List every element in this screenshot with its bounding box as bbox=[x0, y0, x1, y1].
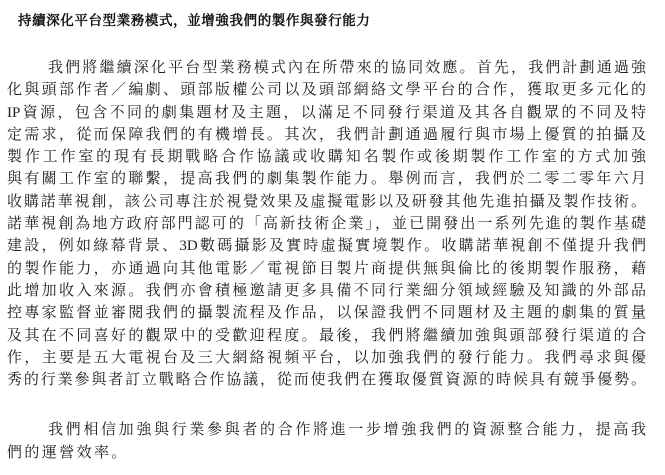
text-line: 秀的行業參與者訂立戰略合作協議，從而使我們在獲取優質資源的時候具有競爭優勢。 bbox=[7, 372, 646, 389]
text-line: 收購諾華視創，該公司專注於視覺效果及虛擬電影以及研發其他先進拍攝及製作技術。 bbox=[7, 193, 646, 210]
text-line: 我們相信加強與行業參與者的合作將進一步增強我們的資源整合能力，提高我 bbox=[48, 422, 646, 439]
text-line: 及其在不同喜好的觀眾中的受歡迎程度。最後，我們將繼續加強與頭部發行渠道的合 bbox=[7, 327, 646, 344]
text-line: 建設，例如綠幕背景、3D數碼攝影及實時虛擬實境製作。收購諾華視創不僅提升我們 bbox=[7, 238, 646, 255]
text-line: 作，主要是五大電視台及三大網絡視頻平台，以加強我們的發行能力。我們尋求與優 bbox=[7, 349, 646, 366]
text-line: 化與頭部作者／編劇、頭部版權公司以及頭部網絡文學平台的合作，獲取更多元化的 bbox=[7, 82, 646, 99]
text-line: IP資源，包含不同的劇集題材及主題，以滿足不同發行渠道及其各自觀眾的不同及特 bbox=[7, 104, 646, 121]
paragraph-1 bbox=[7, 57, 646, 391]
text-line: 與有關工作室的聯繫，提高我們的劇集製作能力。舉例而言，我們於二零二零年六月 bbox=[7, 171, 646, 188]
section-heading: 持續深化平台型業務模式，並增強我們的製作與發行能力 bbox=[18, 13, 371, 28]
text-line: 我們將繼續深化平台型業務模式內在所帶來的協同效應。首先，我們計劃通過強 bbox=[48, 60, 646, 76]
text-line: 定需求，從而保障我們的有機增長。其次，我們計劃通過履行與市場上優質的拍攝及 bbox=[7, 126, 646, 143]
text-line: 此增加收入來源。我們亦會積極邀請更多具備不同行業細分領域經驗及知識的外部品 bbox=[7, 282, 646, 299]
text-line: 控專家監督並審閱我們的攝製流程及作品，以保證我們不同題材及主題的劇集的質量 bbox=[7, 305, 646, 322]
text-line: 的製作能力，亦通過向其他電影／電視節目製片商提供無與倫比的後期製作服務，藉 bbox=[7, 260, 646, 277]
text-line: 們的運營效率。 bbox=[7, 444, 129, 461]
text-line: 諾華視創為地方政府部門認可的「高新技術企業」，並已開發出一系列先進的製作基礎 bbox=[7, 216, 646, 233]
text-line: 製作工作室的現有長期戰略合作協議或收購知名製作或後期製作工作室的方式加強 bbox=[7, 149, 646, 166]
paragraph-2 bbox=[7, 419, 646, 464]
